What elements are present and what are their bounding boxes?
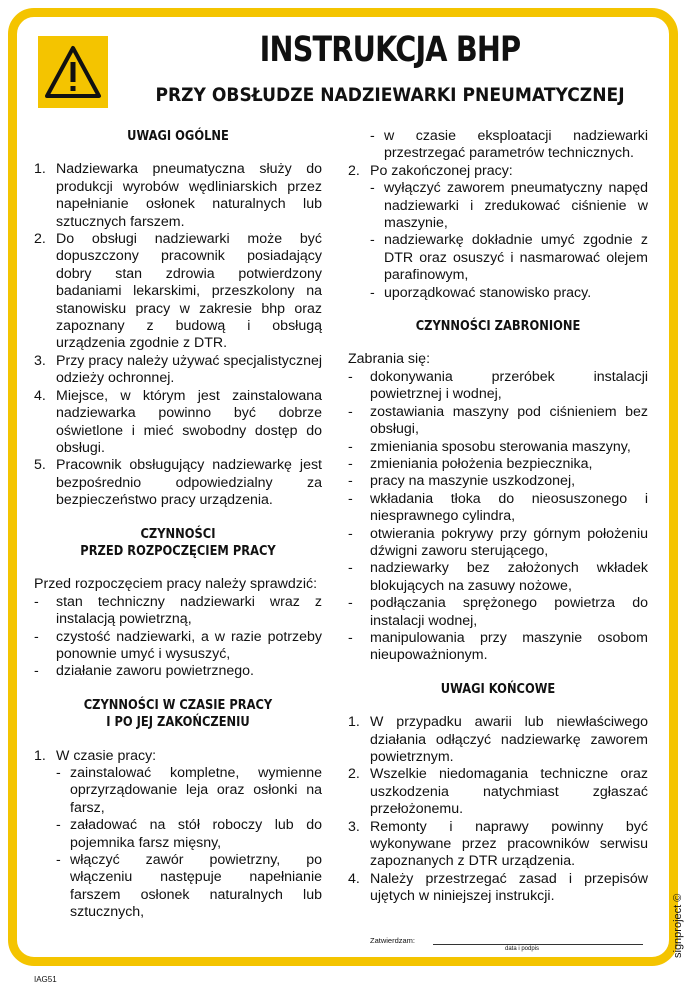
section-heading-during-line2: I PO JEJ ZAKOŃCZENIU <box>106 714 250 731</box>
list-item: 3. Przy pracy należy używać specjalistycznej odzieży ochronnej. <box>34 352 322 387</box>
list-item: - dokonywania przeróbek instalacji powietrznej i wodnej, <box>348 368 648 403</box>
list-item: - podłączania sprężonego powietrza do instalacji wodnej, <box>348 595 648 629</box>
list-item: 1. W przypadku awarii lub niewłaściwego działania odłączyć nadziewarkę zaworem powietrznym. <box>348 714 648 765</box>
approve-label: Zatwierdzam: <box>370 936 416 945</box>
list-item: 2. Wszelkie niedomagania techniczne oraz uszkodzenia natychmiast zgłaszać przełożonemu. <box>348 766 648 818</box>
page-subtitle: PRZY OBSŁUDZE NADZIEWARKI PNEUMATYCZNEJ <box>155 84 625 106</box>
section-heading-during-line1: CZYNNOŚCI W CZASIE PRACY <box>83 696 273 713</box>
right-column <box>348 128 648 906</box>
list-item: - nadziewarky bez założonych wkładek blokujących na zasuwy nożowe, <box>348 560 648 594</box>
section-heading-before-line1: CZYNNOŚCI <box>140 525 216 542</box>
section-heading-final: UWAGI KOŃCOWE <box>440 680 556 697</box>
list-item: - wyłączyć zaworem pneumatyczny napęd nadziewarki i zredukować ciśnienie w maszynie, <box>370 180 648 232</box>
list-item: - manipulowania przy maszynie osobom nieupoważnionym. <box>348 629 648 664</box>
list-item: 4. Należy przestrzegać zasad i przepisów ujętych w niniejszej instrukcji. <box>348 870 648 905</box>
list-item: - zmieniania położenia bezpiecznika, <box>348 455 593 472</box>
general-list <box>34 161 322 509</box>
approve-sub: data i podpis <box>505 946 540 952</box>
section-heading-general: UWAGI OGÓLNE <box>127 128 229 144</box>
list-item: - wkładania tłoka do nieosuszonego i niesprawnego cylindra, <box>348 490 648 525</box>
list-item: - załadować na stół roboczy lub do pojemnika farsz mięsny, <box>56 817 322 851</box>
warning-badge <box>38 36 108 108</box>
product-code: IAG51 <box>34 975 57 984</box>
signature-line <box>433 944 643 945</box>
list-item: - zainstalować kompletne, wymienne oprzyrządowanie leja oraz osłonki na farsz, <box>56 765 322 816</box>
page-title: INSTRUKCJA BHP <box>259 30 521 70</box>
list-item: 4. Miejsce, w którym jest zainstalowana nadziewarka powinno być dobrze oświetlone i mieć swobodny dostęp do obsługi. <box>34 387 322 456</box>
list-item: 5. Pracownik obsługujący nadziewarkę jest bezpośrednio odpowiedzialny za bezpieczeństwo pracy urządzenia. <box>34 457 322 509</box>
list-item: - nadziewarkę dokładnie umyć zgodnie z DTR oraz osuszyć i nasmarować olejem parafinowym, <box>370 232 648 284</box>
list-item: 1. Nadziewarka pneumatyczna służy do produkcji wyrobów wędliniarskich przez napełnianie osłonek naturalnych lub sztucznych farszem. <box>34 161 322 230</box>
warning-icon <box>44 44 102 100</box>
before-intro: Przed rozpoczęciem pracy należy sprawdzić: <box>34 576 318 593</box>
list-item: 2. Do obsługi nadziewarki może być dopuszczony pracownik posiadający dobry stan zdrowia potwierdzony badaniami lekarskimi, przeszkolony na stanowisku pracy w zakresie bhp oraz zapoznany z budową i obsługą urządzenia zgodnie z DTR. <box>34 231 322 352</box>
list-item: - stan techniczny nadziewarki wraz z instalacją powietrzną, <box>34 593 322 628</box>
list-item: - uporządkować stanowisko pracy. <box>370 284 592 301</box>
section-heading-before-line2: PRZED ROZPOCZĘCIEM PRACY <box>80 542 276 559</box>
list-item: - otwierania pokrywy przy górnym położeniu dźwigni zaworu sterującego, <box>348 525 648 559</box>
list-item: - zmieniania sposobu sterowania maszyny, <box>348 438 631 455</box>
list-item: - działanie zaworu powietrznego. <box>34 663 254 680</box>
list-item: 2. Po zakończonej pracy: <box>348 162 513 179</box>
list-item: 1. W czasie pracy: <box>34 747 157 764</box>
brand-mark: signproject © <box>672 893 684 958</box>
list-item: - w czasie eksploatacji nadziewarki przestrzegać parametrów technicznych. <box>370 128 648 162</box>
section-heading-forbidden: CZYNNOŚCI ZABRONIONE <box>415 318 581 335</box>
left-column <box>34 128 322 922</box>
list-item: 3. Remonty i naprawy powinny być wykonywane przez pracowników serwisu zapoznanych z DTR urządzenia. <box>348 818 648 870</box>
list-item: - czystość nadziewarki, a w razie potrzeby ponownie umyć i wysuszyć, <box>34 628 322 662</box>
list-item: - zostawiania maszyny pod ciśnieniem bez obsługi, <box>348 403 648 438</box>
list-item: - pracy na maszynie uszkodzonej, <box>348 473 576 490</box>
list-item: - włączyć zawór powietrzny, po włączeniu następuje napełnianie farszem osłonek naturalnych lub sztucznych, <box>56 852 322 921</box>
forbidden-intro: Zabrania się: <box>348 351 431 368</box>
